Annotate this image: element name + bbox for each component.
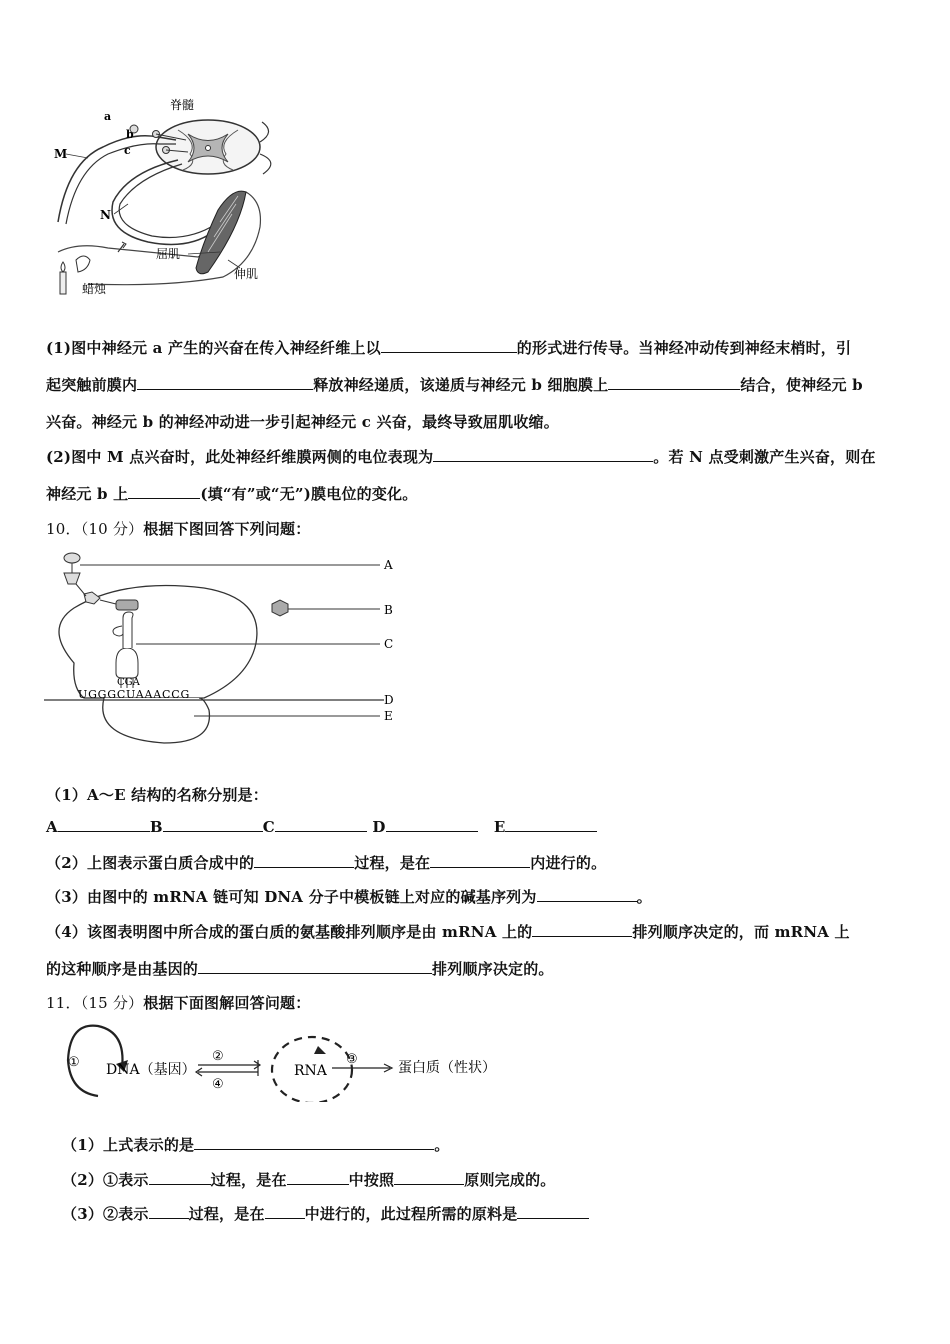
answer-blank[interactable] (394, 1171, 464, 1185)
answer-blank[interactable] (386, 818, 478, 832)
central-dogma-figure (60, 1020, 520, 1102)
label-B: B (384, 603, 393, 617)
answer-blank[interactable] (287, 1171, 349, 1185)
answer-blank[interactable] (58, 818, 150, 832)
label-A: A (384, 558, 393, 572)
answer-blank[interactable] (608, 376, 740, 390)
label-E: E (384, 709, 393, 723)
q11-s2: （2）①表示 过程，是在 中按照 原则完成的。 (62, 1171, 556, 1189)
label-candle: 蜡烛 (82, 282, 107, 296)
label-b: b (126, 128, 134, 141)
label-n2: ② (212, 1049, 224, 1064)
label-c: c (124, 144, 131, 157)
answer-blank[interactable] (149, 1205, 189, 1219)
q11-s1: （1）上式表示的是 。 (62, 1136, 450, 1154)
label-n1: ① (68, 1055, 80, 1070)
label-D: D (384, 693, 394, 707)
q9-p2-line1: (2)图中 M 点兴奋时，此处神经纤维膜两侧的电位表现为 。若 N 点受刺激产生兴奋，则在 (46, 448, 876, 466)
label-C: C (384, 637, 394, 651)
answer-blank[interactable] (537, 888, 637, 902)
anticodon: CGA (117, 677, 140, 688)
answer-blank[interactable] (430, 854, 530, 868)
label-N: N (100, 208, 111, 222)
q11-s3: （3）②表示 过程，是在 中进行的，此过程所需的原料是 (62, 1203, 589, 1224)
answer-blank[interactable] (198, 960, 432, 974)
answer-blank[interactable] (532, 923, 632, 937)
answer-blank[interactable] (517, 1205, 589, 1219)
q10-name-blanks: A B C D E (46, 818, 597, 836)
q10-s4-line2: 的这种顺序是由基因的 排列顺序决定的。 (46, 960, 554, 978)
translation-figure (44, 548, 404, 773)
answer-blank[interactable] (433, 448, 653, 462)
label-n3: ③ (346, 1052, 358, 1067)
label-flexor: 屈肌 (156, 247, 181, 261)
q10-s1: （1）A～E 结构的名称分别是： (46, 786, 268, 804)
label-dna: DNA（基因） (106, 1062, 196, 1078)
label-a: a (104, 110, 112, 123)
mrna-sequence: UGGGCUAAACCG (78, 688, 191, 701)
answer-blank[interactable] (137, 376, 313, 390)
q10-s2: （2）上图表示蛋白质合成中的 过程，是在 内进行的。 (46, 854, 607, 872)
answer-blank[interactable] (505, 818, 597, 832)
q10-heading: 10．（10 分）根据下图回答下列问题： (46, 520, 311, 538)
q9-p1-line2: 起突触前膜内 释放神经递质，该递质与神经元 b 细胞膜上 结合，使神经元 b (46, 376, 863, 394)
label-n4: ④ (212, 1077, 224, 1092)
label-rna: RNA (294, 1063, 327, 1079)
q9-p1-line3: 兴奋。神经元 b 的神经冲动进一步引起神经元 c 兴奋，最终导致屈肌收缩。 (46, 413, 559, 431)
label-protein: 蛋白质（性状） (398, 1060, 496, 1076)
q10-s4-line1: （4）该图表明图中所合成的蛋白质的氨基酸排列顺序是由 mRNA 上的 排列顺序决定的，而 mRNA 上 (46, 923, 850, 941)
answer-blank[interactable] (128, 485, 200, 499)
answer-blank[interactable] (275, 818, 367, 832)
answer-blank[interactable] (254, 854, 354, 868)
q10-s3: （3）由图中的 mRNA 链可知 DNA 分子中模板链上对应的碱基序列为 。 (46, 888, 652, 906)
label-spinal-cord: 脊髓 (170, 98, 195, 112)
q9-p1-line1: (1)图中神经元 a 产生的兴奋在传入神经纤维上以 的形式进行传导。当神经冲动传到神经末梢时，引 (46, 339, 852, 357)
q9-p2-line2: 神经元 b 上 (填“有”或“无”)膜电位的变化。 (46, 485, 418, 503)
label-extensor: 伸肌 (234, 267, 259, 281)
answer-blank[interactable] (149, 1171, 211, 1185)
answer-blank[interactable] (194, 1136, 434, 1150)
q11-heading: 11．（15 分）根据下面图解回答问题： (46, 994, 311, 1012)
answer-blank[interactable] (163, 818, 263, 832)
reflex-arc-figure (48, 92, 288, 304)
answer-blank[interactable] (265, 1205, 305, 1219)
answer-blank[interactable] (381, 339, 517, 353)
label-M: M (54, 147, 68, 161)
